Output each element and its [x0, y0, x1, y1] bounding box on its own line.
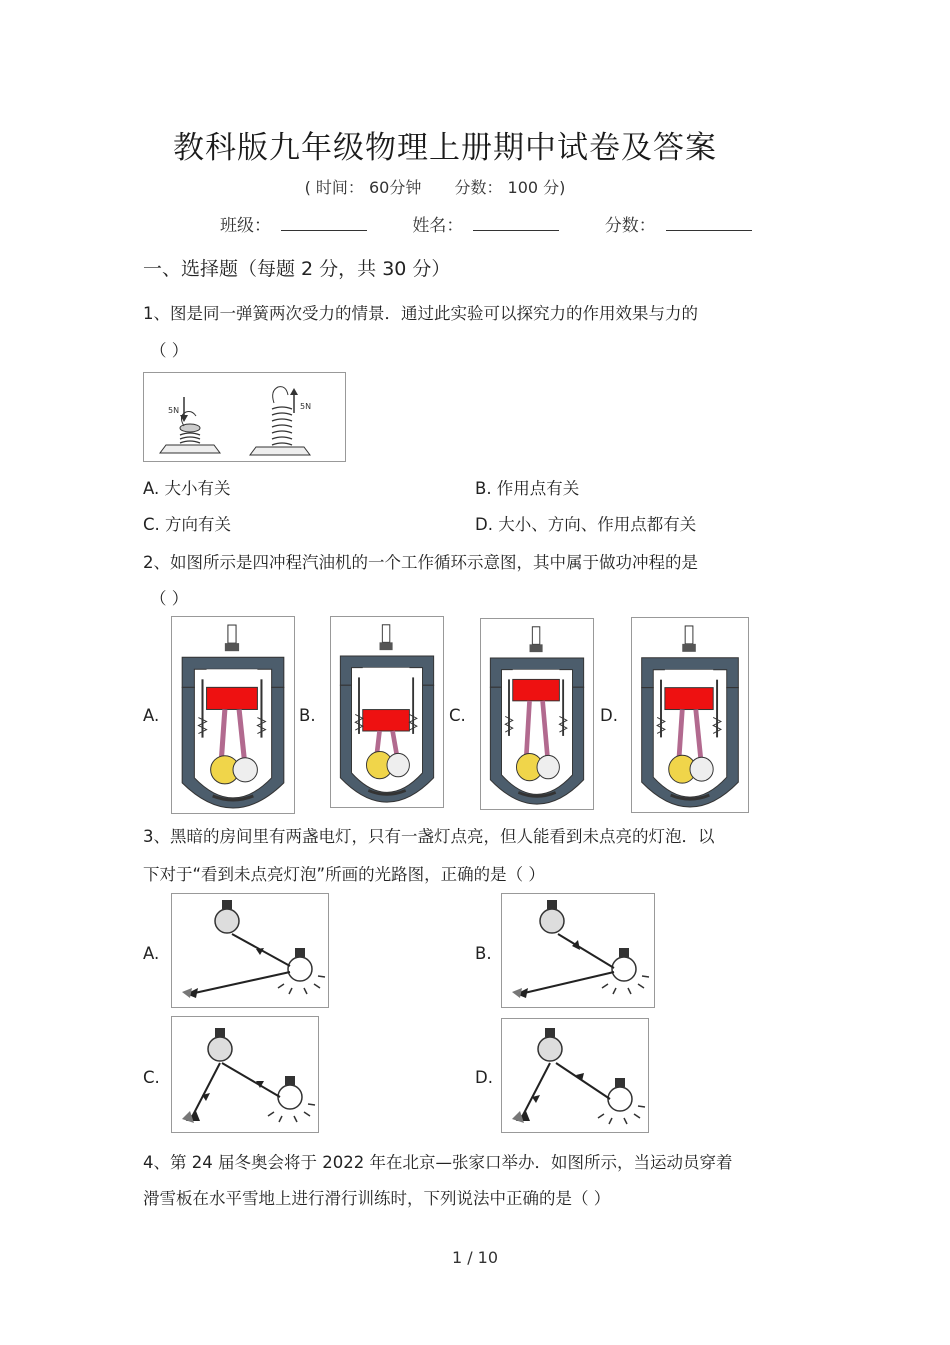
light-path-c[interactable] [171, 1016, 319, 1133]
exam-info [0, 175, 870, 198]
light-path-a[interactable] [171, 893, 329, 1008]
question-1-stem: 1、图是同一弹簧两次受力的情景．通过此实验可以探究力的作用效果与力的 [143, 304, 698, 323]
engine-diagram-b[interactable] [330, 616, 444, 808]
light-path-b-svg [502, 894, 654, 1007]
q1-option-b[interactable]: B. 作用点有关 [475, 479, 580, 498]
force-label-right: 5N [300, 402, 312, 411]
question-3-stem-line2: 下对于“看到未点亮灯泡”所画的光路图，正确的是（ ） [143, 865, 545, 884]
spring-diagram [144, 373, 345, 461]
exam-time: ( 时间： 60分钟 [304, 178, 422, 197]
engine-cycle-svg [172, 617, 294, 813]
q3-label-d[interactable]: D. [475, 1068, 493, 1087]
light-path-a-svg [172, 894, 328, 1007]
light-path-b[interactable] [501, 893, 655, 1008]
q1-option-a[interactable]: A. 大小有关 [143, 479, 231, 498]
force-label-left: 5N [168, 406, 180, 415]
engine-diagram-a[interactable] [171, 616, 295, 814]
spring-figure [143, 372, 346, 462]
page-number: 1 / 10 [451, 1248, 499, 1267]
q1-option-d[interactable]: D. 大小、方向、作用点都有关 [475, 515, 697, 534]
question-4-stem-line1: 4、第 24 届冬奥会将于 2022 年在北京—张家口举办．如图所示，当运动员穿着 [143, 1153, 733, 1172]
q2-label-d[interactable]: D. [600, 706, 618, 725]
q3-label-b[interactable]: B. [475, 944, 492, 963]
question-3-stem-line1: 3、黑暗的房间里有两盏电灯，只有一盏灯点亮，但人能看到未点亮的灯泡．以 [143, 827, 715, 846]
exam-score: 分数： 100 分) [454, 178, 566, 197]
name-field: 姓名： [412, 211, 559, 236]
engine-cycle-svg [331, 617, 443, 807]
light-path-d-svg [502, 1019, 648, 1132]
question-2-paren: （ ） [150, 589, 189, 608]
engine-cycle-svg [632, 618, 748, 812]
student-fields [220, 211, 792, 236]
question-4-stem-line2: 滑雪板在水平雪地上进行滑行训练时，下列说法中正确的是（ ） [143, 1189, 611, 1208]
class-field: 班级： [220, 211, 367, 236]
q3-label-c[interactable]: C. [143, 1068, 160, 1087]
light-path-d[interactable] [501, 1018, 649, 1133]
score-field: 分数： [605, 211, 752, 236]
page-title: 教科版九年级物理上册期中试卷及答案 [173, 130, 717, 166]
q2-label-c[interactable]: C. [449, 706, 466, 725]
engine-diagram-c[interactable] [480, 618, 594, 810]
section-heading: 一、选择题（每题 2 分，共 30 分） [143, 258, 451, 280]
q2-label-b[interactable]: B. [299, 706, 316, 725]
engine-cycle-svg [481, 619, 593, 809]
q1-option-c[interactable]: C. 方向有关 [143, 515, 232, 534]
light-path-c-svg [172, 1017, 318, 1132]
question-2-stem: 2、如图所示是四冲程汽油机的一个工作循环示意图，其中属于做功冲程的是 [143, 553, 698, 572]
question-1-paren: （ ） [150, 341, 189, 360]
q3-label-a[interactable]: A. [143, 944, 160, 963]
q2-label-a[interactable]: A. [143, 706, 160, 725]
engine-diagram-d[interactable] [631, 617, 749, 813]
